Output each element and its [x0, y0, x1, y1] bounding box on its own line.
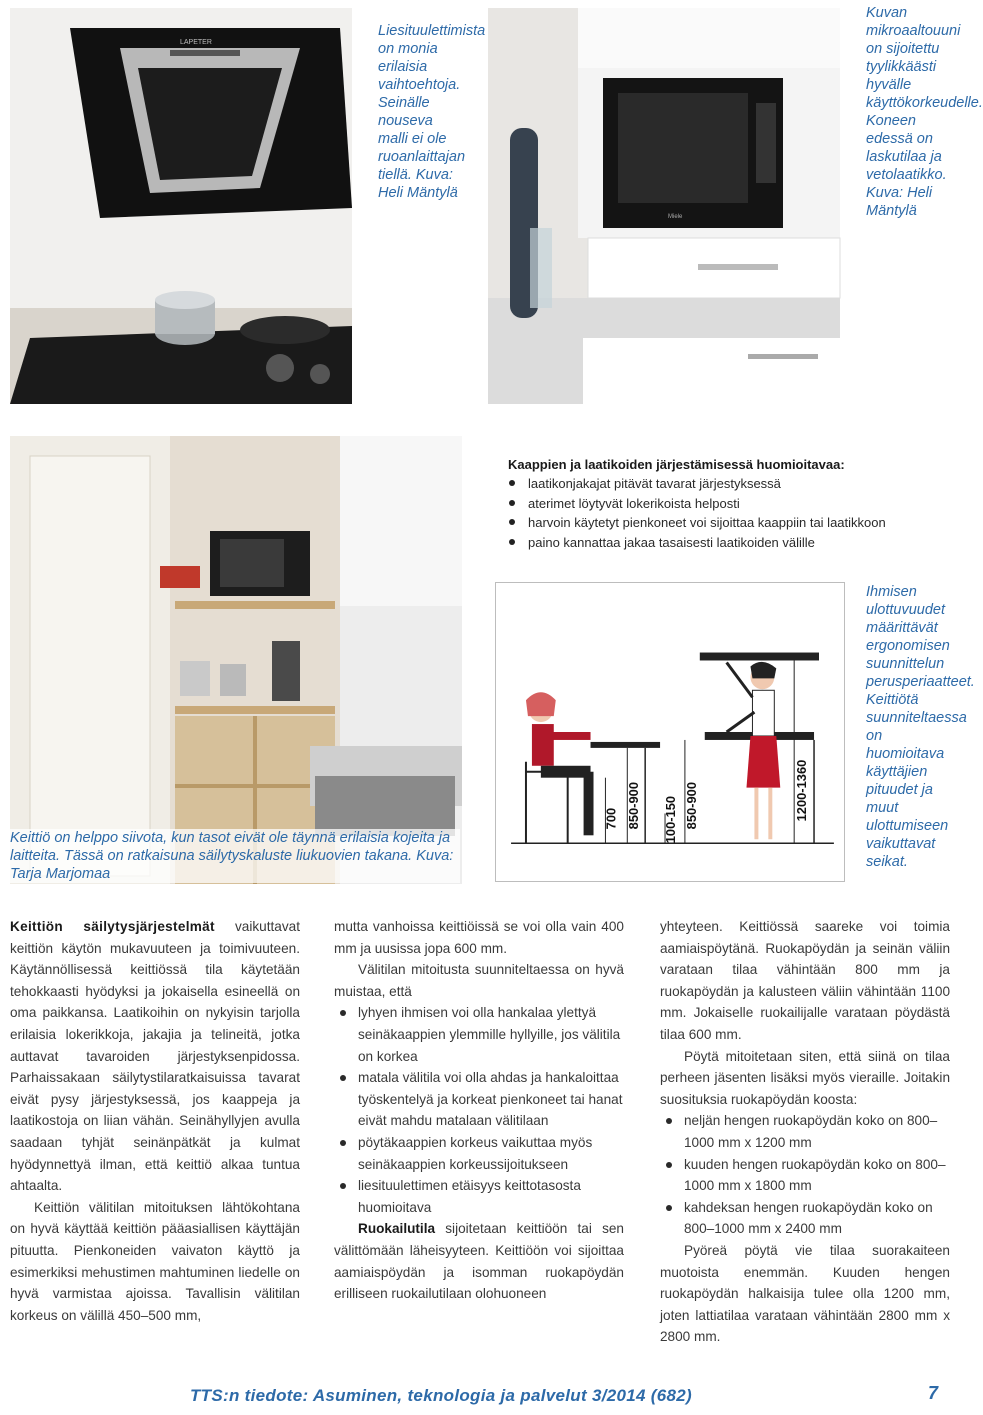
article-paragraph — [334, 1218, 624, 1304]
article-paragraph — [10, 916, 300, 1197]
dim-850-900-standing: 850-900 — [683, 781, 699, 830]
dim-100-150: 100-150 — [662, 795, 678, 844]
article-lead: Keittiön säilytysjärjestelmät — [10, 919, 215, 934]
list-item: kuuden hengen ruokapöydän koko on 800–1000 mm x 1800 mm — [660, 1154, 950, 1197]
article-paragraph: yhteyteen. Keittiössä saareke voi toimia aamiaispöytänä. Ruokapöydän ja seinän väliin varataan tilaa vähintään 800 mm ja ruokapöydän ja kalusteen väliin vähintään 1100 mm. Jokaiselle ruokailijalle varataan pöydästä tilaa 600 mm. — [660, 919, 950, 1042]
dim-700: 700 — [603, 807, 619, 830]
list-item: paino kannattaa jakaa tasaisesti laatikoiden välille — [508, 533, 948, 553]
article-paragraph: Välitilan mitoitusta suunniteltaessa on hyvä muistaa, että — [334, 962, 624, 999]
list-item: laatikonjakajat pitävät tavarat järjestyksessä — [508, 474, 948, 494]
ergonomics-diagram — [495, 582, 845, 882]
list-item: matala välitila voi olla ahdas ja hankaloittaa työskentelyä ja korkeat pienkoneet tai hanat eivät mahdu matalaan välitilaan — [334, 1067, 624, 1132]
list-item: harvoin käytetyt pienkoneet voi sijoittaa kaappiin tai laatikkoon — [508, 513, 948, 533]
article-text: sijoitetaan keittiöön tai sen välittömään läheisyyteen. Keittiöön voi sijoittaa aamiaispöydän ja isomman ruokapöydän erilliseen ruokailutilaan olohuoneen — [334, 1221, 624, 1302]
storage-tips-box — [508, 455, 948, 552]
article-paragraph: Pyöreä pöytä vie tilaa suorakaiteen muotoista enemmän. Kuuden hengen ruokapöydän halkaisija tulee olla 1200 mm, joten lattiatilaa varataan vähintään 2800 mm x 2800 mm. — [660, 1242, 950, 1345]
article-column-2 — [334, 916, 624, 1305]
page-number: 7 — [928, 1383, 939, 1403]
article-paragraph: Keittiön välitilan mitoituksen lähtökohtana on hyvä käyttää keittiön pääasiallisen käyttäjän pituutta. Pienkoneiden vaivaton käyttö ja esimerkiksi mehustimen mahtuminen liedelle on hyvä varmistaa ajoissa. Tavallisin välitilan korkeus on välillä 450–500 mm, — [10, 1199, 300, 1323]
article-subhead: Ruokailutila — [358, 1221, 436, 1237]
list-item: lyhyen ihmisen voi olla hankalaa ylettyä seinäkaappien ylemmille hyllyille, jos välitila on korkea — [334, 1002, 624, 1067]
dim-850-900-seated: 850-900 — [626, 781, 642, 830]
cabinet-photo — [10, 436, 462, 884]
hood-brand: LAPETER — [180, 39, 212, 46]
list-item: aterimet löytyvät lokerikoista helposti — [508, 494, 948, 514]
ergonomics-figure — [496, 583, 844, 881]
article-bullet-list — [334, 1002, 624, 1218]
ergonomics-caption: Ihmisen ulottuvuudet määrittävät ergonomisen suunnittelun perusperiaatteet. Keittiötä suunniteltaessa on huomioitava käyttäjien pituudet ja muut ulottumiseen vaikuttavat seikat. — [866, 584, 975, 870]
list-item: kahdeksan hengen ruokapöydän koko on 800–1000 mm x 2400 mm — [660, 1197, 950, 1240]
dim-1200-1360: 1200-1360 — [794, 759, 810, 822]
hood-photo — [10, 8, 352, 404]
publication-footer: TTS:n tiedote: Asuminen, teknologia ja palvelut 3/2014 (682) — [190, 1386, 692, 1405]
article-paragraph: Pöytä mitoitetaan siten, että siinä on tilaa perheen jäsenten lisäksi myös vieraille. Joitakin suosituksia ruokapöydän koosta: — [660, 1048, 950, 1107]
article-column-1 — [10, 916, 300, 1326]
hood-caption: Liesituulettimista on monia erilaisia vaihtoehtoja. Seinälle nouseva malli ei ole ruoanlaittajan tiellä. Kuva: Heli Mäntylä — [378, 23, 486, 201]
microwave-photo — [488, 8, 840, 404]
article-text: vaikuttavat keittiön käytön mukavuuteen ja toimivuuteen. Käytännöllisessä keittiössä tila käytetään tehokkaasti hyödyksi ja jokaisella esineellä on oma paikkansa. Laatikoihin on nykyisin tarjolla erilaisia lokerikkoja, jakajia ja telineitä, jotka auttavat tavaroiden järjestyksenpidossa. Parhaissakaan säilytystilaratkaisuissa tavarat eivät pysy järjestyksessä, jos kaappeja ja laatikostoja on liian vähän. Seinähyllyjen avulla saadaan tyhjät seinänpätkät ja kulmat hyödynnettyä ilman, että keittiö alkaa tuntua ahtaalta. — [10, 919, 300, 1194]
list-item: pöytäkaappien korkeus vaikuttaa myös seinäkaappien korkeussijoitukseen — [334, 1132, 624, 1175]
article-paragraph: mutta vanhoissa keittiöissä se voi olla vain 400 mm ja uusissa jopa 600 mm. — [334, 919, 624, 956]
oven-brand: Miele — [668, 214, 683, 220]
article-column-3 — [660, 916, 950, 1348]
list-item: neljän hengen ruokapöydän koko on 800–1000 mm x 1200 mm — [660, 1110, 950, 1153]
list-item: liesituulettimen etäisyys keittotasosta huomioitava — [334, 1175, 624, 1218]
storage-tips-title: Kaappien ja laatikoiden järjestämisessä huomioitavaa: — [508, 457, 845, 472]
article-bullet-list — [660, 1110, 950, 1240]
storage-tips-list — [508, 474, 948, 552]
cabinet-caption: Keittiö on helppo siivota, kun tasot eivät ole täynnä erilaisia kojeita ja laitteita. Tässä on ratkaisuna säilytyskaluste liukuovien takana. Kuva: Tarja Marjomaa — [10, 829, 460, 883]
microwave-caption: Kuvan mikroaaltouuni on sijoitettu tyylikkäästi hyvälle käyttökorkeudelle. Koneen edessä on laskutilaa ja vetolaatikko. Kuva: Heli Mäntylä — [866, 5, 983, 219]
